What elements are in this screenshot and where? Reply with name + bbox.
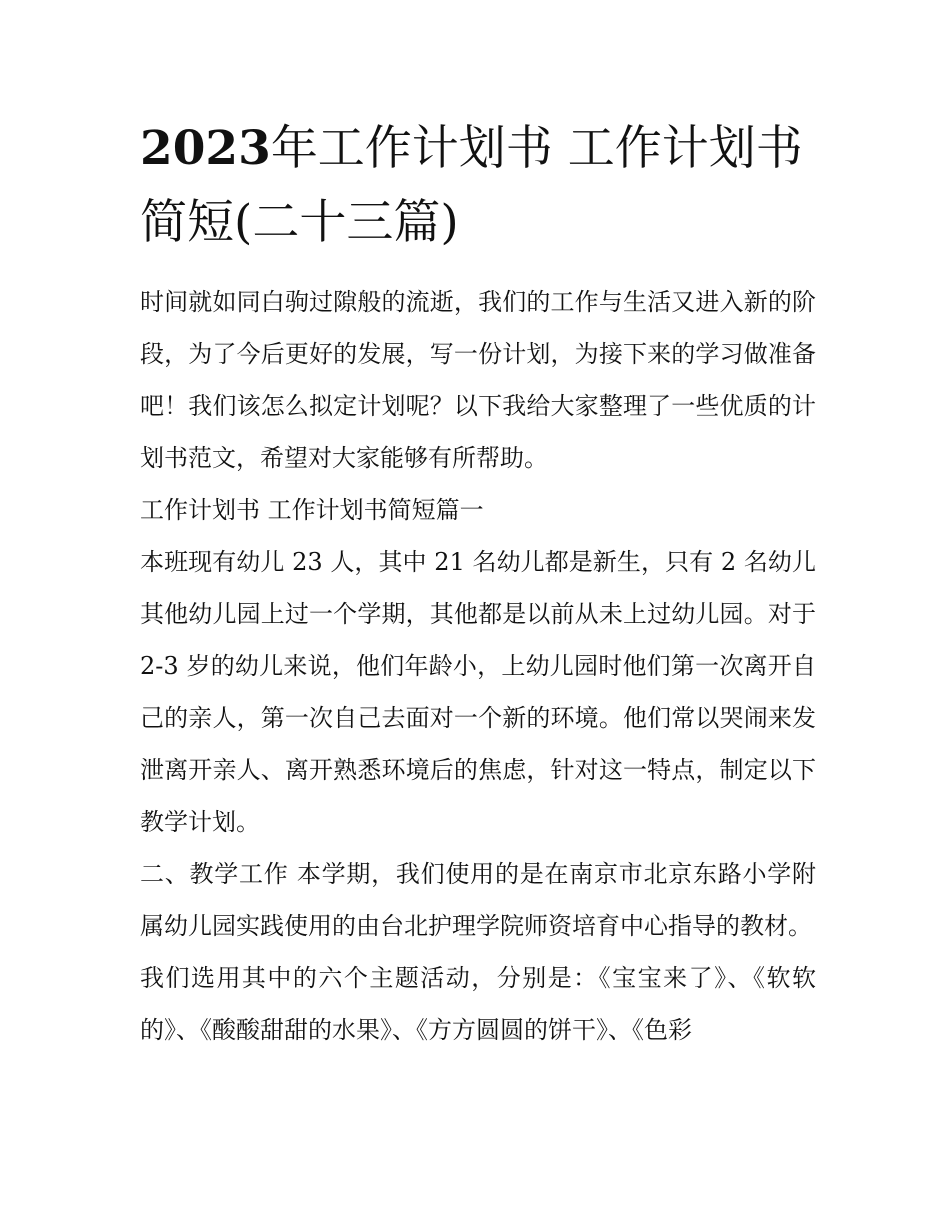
themes-paragraph: 我们选用其中的六个主题活动，分别是：《宝宝来了》、《软软的》、《酸酸甜甜的水果》、《方方圆圆的饼干》、《色彩 xyxy=(140,964,816,1044)
class-overview-paragraph: 本班现有幼儿 23 人，其中 21 名幼儿都是新生，只有 2 名幼儿其他幼儿园上过一个学期，其他都是以前从未上过幼儿园。对于 2-3 岁的幼儿来说，他们年龄小，上幼儿园时他们第一次离开自己的亲人，第一次自己去面对一个新的环境。他们常以哭闹来发泄离开亲人、离开熟悉环境后的焦虑，针对这一特点，制定以下教学计划。 xyxy=(140,548,816,836)
section-heading: 工作计划书 工作计划书简短篇一 xyxy=(140,496,484,524)
document-body xyxy=(140,112,816,1056)
intro-paragraph: 时间就如同白驹过隙般的流逝，我们的工作与生活又进入新的阶段，为了今后更好的发展，写一份计划，为接下来的学习做准备吧！我们该怎么拟定计划呢？以下我给大家整理了一些优质的计划书范文，希望对大家能够有所帮助。 xyxy=(140,288,816,472)
teaching-work-paragraph: 二、教学工作 本学期，我们使用的是在南京市北京东路小学附属幼儿园实践使用的由台北护理学院师资培育中心指导的教材。 xyxy=(140,860,816,940)
title-year: 2023 xyxy=(140,121,271,176)
document-title xyxy=(140,112,816,260)
title-text: 年工作计划书 工作计划书简短(二十三篇) xyxy=(140,121,803,250)
